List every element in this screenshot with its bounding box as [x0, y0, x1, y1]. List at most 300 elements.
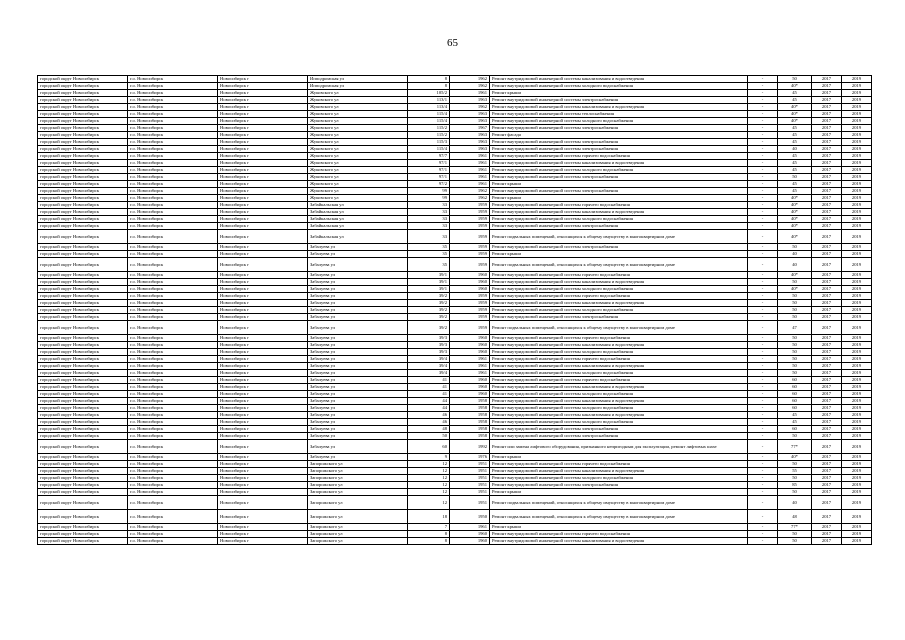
table-row — [38, 202, 872, 209]
cell-street: Забалуева ул — [308, 293, 408, 300]
cell-work-type: Ремонт внутридомовой инженерной системы электроснабжения — [490, 223, 748, 230]
cell-plan-year: 2017 — [812, 391, 842, 398]
cell-okrug: городской округ Новосибирск — [38, 482, 128, 489]
cell-cost: 47 — [778, 321, 812, 335]
cell-build-year: 1959 — [450, 209, 490, 216]
table-row — [38, 349, 872, 356]
cell-settlement: г.о. Новосибирск — [128, 468, 218, 475]
cell-plan-year: 2017 — [812, 426, 842, 433]
cell-work-type: Ремонт крыши — [490, 524, 748, 531]
cell-work-type: Ремонт внутридомовой инженерной системы холодного водоснабжения — [490, 370, 748, 377]
cell-city: Новосибирск г — [218, 524, 308, 531]
cell-cost: 50 — [778, 314, 812, 321]
cell-okrug: городской округ Новосибирск — [38, 279, 128, 286]
cell-settlement: г.о. Новосибирск — [128, 482, 218, 489]
cell-okrug: городской округ Новосибирск — [38, 153, 128, 160]
cell-okrug: городской округ Новосибирск — [38, 251, 128, 258]
cell-city: Новосибирск г — [218, 531, 308, 538]
cell-cost: 45 — [778, 139, 812, 146]
cell-build-year: 1960 — [450, 377, 490, 384]
cell-cost: 50 — [778, 349, 812, 356]
cell-dash: - — [748, 139, 778, 146]
cell-cost: 40 — [778, 496, 812, 510]
cell-plan-year: 2017 — [812, 524, 842, 531]
cell-plan-year: 2017 — [812, 153, 842, 160]
cell-cost: 45 — [778, 132, 812, 139]
cell-okrug: городской округ Новосибирск — [38, 321, 128, 335]
cell-build-year: 1959 — [450, 251, 490, 258]
cell-street: Забалуева ул — [308, 363, 408, 370]
cell-plan-year: 2017 — [812, 419, 842, 426]
cell-settlement: г.о. Новосибирск — [128, 370, 218, 377]
cell-settlement: г.о. Новосибирск — [128, 209, 218, 216]
cell-plan-year: 2017 — [812, 230, 842, 244]
cell-house: 8 — [408, 531, 450, 538]
cell-city: Новосибирск г — [218, 377, 308, 384]
cell-okrug: городской округ Новосибирск — [38, 405, 128, 412]
cell-settlement: г.о. Новосибирск — [128, 461, 218, 468]
cell-dash: - — [748, 433, 778, 440]
cell-dash: - — [748, 307, 778, 314]
cell-build-year: 1963 — [450, 118, 490, 125]
cell-cost: 85 — [778, 482, 812, 489]
cell-build-year: 1962 — [450, 195, 490, 202]
cell-plan-year: 2017 — [812, 111, 842, 118]
cell-city: Новосибирск г — [218, 272, 308, 279]
table-row — [38, 370, 872, 377]
table-row — [38, 377, 872, 384]
cell-cost: 45 — [778, 419, 812, 426]
cell-house: 39/4 — [408, 370, 450, 377]
cell-settlement: г.о. Новосибирск — [128, 475, 218, 482]
cell-city: Новосибирск г — [218, 405, 308, 412]
cell-plan-year: 2017 — [812, 146, 842, 153]
cell-okrug: городской округ Новосибирск — [38, 496, 128, 510]
cell-city: Новосибирск г — [218, 384, 308, 391]
cell-house: 113/1 — [408, 97, 450, 104]
cell-work-type: Ремонт внутридомовой инженерной системы электроснабжения — [490, 482, 748, 489]
cell-okrug: городской округ Новосибирск — [38, 349, 128, 356]
cell-house: 8 — [408, 76, 450, 83]
cell-settlement: г.о. Новосибирск — [128, 97, 218, 104]
cell-street: Забалуева ул — [308, 412, 408, 419]
cell-city: Новосибирск г — [218, 433, 308, 440]
cell-build-year: 1951 — [450, 475, 490, 482]
cell-settlement: г.о. Новосибирск — [128, 419, 218, 426]
cell-okrug: городской округ Новосибирск — [38, 293, 128, 300]
cell-work-type: Ремонт внутридомовой инженерной системы холодного водоснабжения — [490, 475, 748, 482]
cell-settlement: г.о. Новосибирск — [128, 426, 218, 433]
cell-work-type: Ремонт внутридомовой инженерной системы горячего водоснабжения — [490, 153, 748, 160]
table-row — [38, 167, 872, 174]
cell-dash: - — [748, 412, 778, 419]
cell-city: Новосибирск г — [218, 356, 308, 363]
cell-okrug: городской округ Новосибирск — [38, 335, 128, 342]
table-row — [38, 391, 872, 398]
cell-build-year: 1960 — [450, 342, 490, 349]
cell-dash: - — [748, 251, 778, 258]
cell-cost: 60 — [778, 384, 812, 391]
cell-dash: - — [748, 97, 778, 104]
table-row — [38, 538, 872, 545]
cell-okrug: городской округ Новосибирск — [38, 412, 128, 419]
cell-build-year: 1959 — [450, 300, 490, 307]
cell-settlement: г.о. Новосибирск — [128, 510, 218, 524]
table-row — [38, 482, 872, 489]
cell-plan-year: 2017 — [812, 489, 842, 496]
cell-plan-year: 2017 — [812, 272, 842, 279]
cell-street: Забайкальская ул — [308, 209, 408, 216]
cell-build-year: 1960 — [450, 538, 490, 545]
cell-plan-year: 2017 — [812, 538, 842, 545]
cell-dash: - — [748, 223, 778, 230]
cell-city: Новосибирск г — [218, 125, 308, 132]
cell-house: 39/4 — [408, 363, 450, 370]
cell-house: 97/7 — [408, 153, 450, 160]
cell-street: Забалуева ул — [308, 454, 408, 461]
cell-okrug: городской округ Новосибирск — [38, 426, 128, 433]
cell-house: 115/4 — [408, 111, 450, 118]
cell-end-year: 2019 — [842, 321, 872, 335]
cell-okrug: городской округ Новосибирск — [38, 461, 128, 468]
cell-city: Новосибирск г — [218, 468, 308, 475]
cell-build-year: 1959 — [450, 216, 490, 223]
table-row — [38, 181, 872, 188]
cell-plan-year: 2017 — [812, 461, 842, 468]
cell-settlement: г.о. Новосибирск — [128, 286, 218, 293]
cell-settlement: г.о. Новосибирск — [128, 83, 218, 90]
cell-city: Новосибирск г — [218, 482, 308, 489]
cell-house: 35 — [408, 258, 450, 272]
cell-end-year: 2019 — [842, 146, 872, 153]
cell-okrug: городской округ Новосибирск — [38, 83, 128, 90]
cell-cost: 45 — [778, 153, 812, 160]
cell-build-year: 1960 — [450, 391, 490, 398]
cell-plan-year: 2017 — [812, 349, 842, 356]
cell-end-year: 2019 — [842, 174, 872, 181]
cell-cost: 50 — [778, 489, 812, 496]
cell-end-year: 2019 — [842, 475, 872, 482]
table-row — [38, 258, 872, 272]
cell-house: 35 — [408, 251, 450, 258]
cell-build-year: 1958 — [450, 419, 490, 426]
cell-house: 115/2 — [408, 132, 450, 139]
cell-city: Новосибирск г — [218, 426, 308, 433]
cell-work-type: Ремонт внутридомовой инженерной системы холодного водоснабжения — [490, 83, 748, 90]
cell-settlement: г.о. Новосибирск — [128, 174, 218, 181]
cell-okrug: городской округ Новосибирск — [38, 118, 128, 125]
table-row — [38, 279, 872, 286]
cell-street: Забалуева ул — [308, 300, 408, 307]
cell-okrug: городской округ Новосибирск — [38, 160, 128, 167]
cell-cost: 50 — [778, 433, 812, 440]
cell-cost: 45 — [778, 160, 812, 167]
cell-house: 39/1 — [408, 286, 450, 293]
cell-settlement: г.о. Новосибирск — [128, 342, 218, 349]
cell-city: Новосибирск г — [218, 370, 308, 377]
cell-plan-year: 2017 — [812, 188, 842, 195]
cell-build-year: 1960 — [450, 531, 490, 538]
table-row — [38, 195, 872, 202]
cell-settlement: г.о. Новосибирск — [128, 440, 218, 454]
cell-street: Забайкальская ул — [308, 202, 408, 209]
cell-settlement: г.о. Новосибирск — [128, 139, 218, 146]
cell-street: Забалуева ул — [308, 321, 408, 335]
cell-dash: - — [748, 216, 778, 223]
cell-street: Запорожского ул — [308, 461, 408, 468]
cell-house: 39/1 — [408, 279, 450, 286]
cell-plan-year: 2017 — [812, 223, 842, 230]
cell-street: Забалуева ул — [308, 244, 408, 251]
cell-house: 7 — [408, 524, 450, 531]
cell-settlement: г.о. Новосибирск — [128, 391, 218, 398]
cell-street: Забалуева ул — [308, 314, 408, 321]
cell-plan-year: 2017 — [812, 412, 842, 419]
cell-house: 46 — [408, 412, 450, 419]
cell-dash: - — [748, 314, 778, 321]
cell-street: Забалуева ул — [308, 370, 408, 377]
cell-build-year: 1959 — [450, 258, 490, 272]
cell-build-year: 1961 — [450, 174, 490, 181]
cell-city: Новосибирск г — [218, 104, 308, 111]
cell-end-year: 2019 — [842, 363, 872, 370]
table-row — [38, 468, 872, 475]
cell-end-year: 2019 — [842, 454, 872, 461]
cell-dash: - — [748, 209, 778, 216]
cell-cost: 50 — [778, 475, 812, 482]
table-row — [38, 111, 872, 118]
cell-dash: - — [748, 461, 778, 468]
cell-build-year: 1962 — [450, 188, 490, 195]
cell-end-year: 2019 — [842, 342, 872, 349]
cell-end-year: 2019 — [842, 391, 872, 398]
cell-plan-year: 2017 — [812, 118, 842, 125]
cell-work-type: Ремонт внутридомовой инженерной системы электроснабжения — [490, 433, 748, 440]
cell-build-year: 1961 — [450, 160, 490, 167]
cell-house: 8 — [408, 538, 450, 545]
table-row — [38, 356, 872, 363]
cell-work-type: Ремонт внутридомовой инженерной системы электроснабжения — [490, 97, 748, 104]
cell-end-year: 2019 — [842, 461, 872, 468]
cell-build-year: 1963 — [450, 139, 490, 146]
cell-plan-year: 2017 — [812, 76, 842, 83]
cell-okrug: городской округ Новосибирск — [38, 146, 128, 153]
cell-dash: - — [748, 181, 778, 188]
table-row — [38, 251, 872, 258]
cell-plan-year: 2017 — [812, 440, 842, 454]
cell-end-year: 2019 — [842, 111, 872, 118]
cell-plan-year: 2017 — [812, 293, 842, 300]
cell-end-year: 2019 — [842, 293, 872, 300]
cell-dash: - — [748, 244, 778, 251]
cell-street: Запорожского ул — [308, 538, 408, 545]
cell-build-year: 1962 — [450, 76, 490, 83]
cell-street: Забалуева ул — [308, 440, 408, 454]
cell-cost: 50 — [778, 363, 812, 370]
cell-city: Новосибирск г — [218, 223, 308, 230]
cell-street: Жуковского ул — [308, 195, 408, 202]
cell-dash: - — [748, 391, 778, 398]
cell-work-type: Ремонт внутридомовой инженерной системы канализования и водоотведения — [490, 104, 748, 111]
cell-cost: 77* — [778, 440, 812, 454]
cell-dash: - — [748, 454, 778, 461]
cell-plan-year: 2017 — [812, 405, 842, 412]
cell-dash: - — [748, 132, 778, 139]
cell-work-type: Ремонт внутридомовой инженерной системы электроснабжения — [490, 188, 748, 195]
cell-house: 33 — [408, 202, 450, 209]
cell-cost: 40* — [778, 286, 812, 293]
cell-house: 18 — [408, 510, 450, 524]
cell-end-year: 2019 — [842, 216, 872, 223]
cell-work-type: Ремонт внутридомовой инженерной системы электроснабжения — [490, 139, 748, 146]
cell-dash: - — [748, 293, 778, 300]
cell-settlement: г.о. Новосибирск — [128, 111, 218, 118]
cell-build-year: 1963 — [450, 97, 490, 104]
table-row — [38, 146, 872, 153]
cell-end-year: 2019 — [842, 482, 872, 489]
cell-build-year: 1961 — [450, 90, 490, 97]
cell-house: 97/1 — [408, 167, 450, 174]
cell-dash: - — [748, 482, 778, 489]
cell-end-year: 2019 — [842, 377, 872, 384]
cell-city: Новосибирск г — [218, 349, 308, 356]
table-row — [38, 475, 872, 482]
cell-end-year: 2019 — [842, 209, 872, 216]
cell-city: Новосибирск г — [218, 496, 308, 510]
table-row — [38, 174, 872, 181]
cell-city: Новосибирск г — [218, 419, 308, 426]
cell-settlement: г.о. Новосибирск — [128, 293, 218, 300]
cell-okrug: городской округ Новосибирск — [38, 216, 128, 223]
cell-house: 41 — [408, 384, 450, 391]
cell-work-type: Ремонт внутридомовой инженерной системы канализования и водоотведения — [490, 300, 748, 307]
table-row — [38, 454, 872, 461]
cell-build-year: 1959 — [450, 293, 490, 300]
cell-cost: 40* — [778, 209, 812, 216]
table-row — [38, 510, 872, 524]
cell-dash: - — [748, 76, 778, 83]
cell-work-type: Ремонт внутридомовой инженерной системы горячего водоснабжения — [490, 531, 748, 538]
cell-end-year: 2019 — [842, 349, 872, 356]
cell-end-year: 2019 — [842, 398, 872, 405]
cell-street: Запорожского ул — [308, 524, 408, 531]
cell-okrug: городской округ Новосибирск — [38, 104, 128, 111]
cell-work-type: Ремонт внутридомовой инженерной системы электроснабжения — [490, 426, 748, 433]
cell-city: Новосибирск г — [218, 209, 308, 216]
cell-end-year: 2019 — [842, 433, 872, 440]
cell-end-year: 2019 — [842, 489, 872, 496]
cell-settlement: г.о. Новосибирск — [128, 202, 218, 209]
cell-work-type: Ремонт внутридомовой инженерной системы холодного водоснабжения — [490, 216, 748, 223]
cell-city: Новосибирск г — [218, 132, 308, 139]
cell-okrug: городской округ Новосибирск — [38, 181, 128, 188]
cell-cost: 40* — [778, 118, 812, 125]
cell-work-type: Ремонт внутридомовой инженерной системы электроснабжения — [490, 146, 748, 153]
cell-dash: - — [748, 321, 778, 335]
cell-settlement: г.о. Новосибирск — [128, 125, 218, 132]
cell-work-type: Ремонт внутридомовой инженерной системы электроснабжения — [490, 174, 748, 181]
cell-end-year: 2019 — [842, 412, 872, 419]
cell-plan-year: 2017 — [812, 356, 842, 363]
cell-build-year: 1959 — [450, 321, 490, 335]
cell-plan-year: 2017 — [812, 475, 842, 482]
cell-plan-year: 2017 — [812, 363, 842, 370]
cell-okrug: городской округ Новосибирск — [38, 202, 128, 209]
cell-build-year: 1960 — [450, 279, 490, 286]
cell-plan-year: 2017 — [812, 97, 842, 104]
cell-street: Забайкальская ул — [308, 223, 408, 230]
cell-okrug: городской округ Новосибирск — [38, 538, 128, 545]
cell-house: 39/2 — [408, 293, 450, 300]
cell-work-type: Ремонт внутридомовой инженерной системы канализования и водоотведения — [490, 342, 748, 349]
cell-settlement: г.о. Новосибирск — [128, 272, 218, 279]
cell-work-type: Ремонт или замена лифтового оборудования, признанного непригодным для эксплуатации, ремонт лифтовых шахт — [490, 440, 748, 454]
table-body — [38, 76, 872, 545]
cell-okrug: городской округ Новосибирск — [38, 384, 128, 391]
cell-dash: - — [748, 426, 778, 433]
cell-settlement: г.о. Новосибирск — [128, 251, 218, 258]
cell-cost: 50 — [778, 244, 812, 251]
cell-end-year: 2019 — [842, 538, 872, 545]
cell-plan-year: 2017 — [812, 167, 842, 174]
table-row — [38, 272, 872, 279]
cell-end-year: 2019 — [842, 405, 872, 412]
cell-street: Забалуева ул — [308, 405, 408, 412]
cell-settlement: г.о. Новосибирск — [128, 524, 218, 531]
table-row — [38, 223, 872, 230]
cell-street: Жуковского ул — [308, 125, 408, 132]
table-row — [38, 461, 872, 468]
cell-build-year: 1992 — [450, 440, 490, 454]
cell-house: 105/2 — [408, 90, 450, 97]
cell-build-year: 1961 — [450, 153, 490, 160]
cell-end-year: 2019 — [842, 202, 872, 209]
cell-city: Новосибирск г — [218, 398, 308, 405]
cell-work-type: Ремонт внутридомовой инженерной системы канализования и водоотведения — [490, 76, 748, 83]
cell-end-year: 2019 — [842, 531, 872, 538]
cell-dash: - — [748, 377, 778, 384]
cell-city: Новосибирск г — [218, 202, 308, 209]
cell-street: Жуковского ул — [308, 146, 408, 153]
table-row — [38, 118, 872, 125]
table-row — [38, 307, 872, 314]
cell-dash: - — [748, 335, 778, 342]
cell-end-year: 2019 — [842, 279, 872, 286]
cell-dash: - — [748, 146, 778, 153]
cell-city: Новосибирск г — [218, 251, 308, 258]
cell-work-type: Ремонт внутридомовой инженерной системы горячего водоснабжения — [490, 272, 748, 279]
cell-okrug: городской округ Новосибирск — [38, 377, 128, 384]
cell-okrug: городской округ Новосибирск — [38, 510, 128, 524]
cell-end-year: 2019 — [842, 125, 872, 132]
cell-cost: 50 — [778, 370, 812, 377]
cell-city: Новосибирск г — [218, 195, 308, 202]
cell-settlement: г.о. Новосибирск — [128, 76, 218, 83]
cell-house: 39/2 — [408, 307, 450, 314]
cell-okrug: городской округ Новосибирск — [38, 398, 128, 405]
cell-plan-year: 2017 — [812, 279, 842, 286]
table-row — [38, 97, 872, 104]
cell-cost: 40* — [778, 223, 812, 230]
cell-city: Новосибирск г — [218, 167, 308, 174]
cell-street: Жуковского ул — [308, 188, 408, 195]
cell-street: Жуковского ул — [308, 181, 408, 188]
cell-build-year: 1963 — [450, 146, 490, 153]
cell-city: Новосибирск г — [218, 391, 308, 398]
cell-house: 39/3 — [408, 335, 450, 342]
cell-end-year: 2019 — [842, 314, 872, 321]
cell-dash: - — [748, 90, 778, 97]
